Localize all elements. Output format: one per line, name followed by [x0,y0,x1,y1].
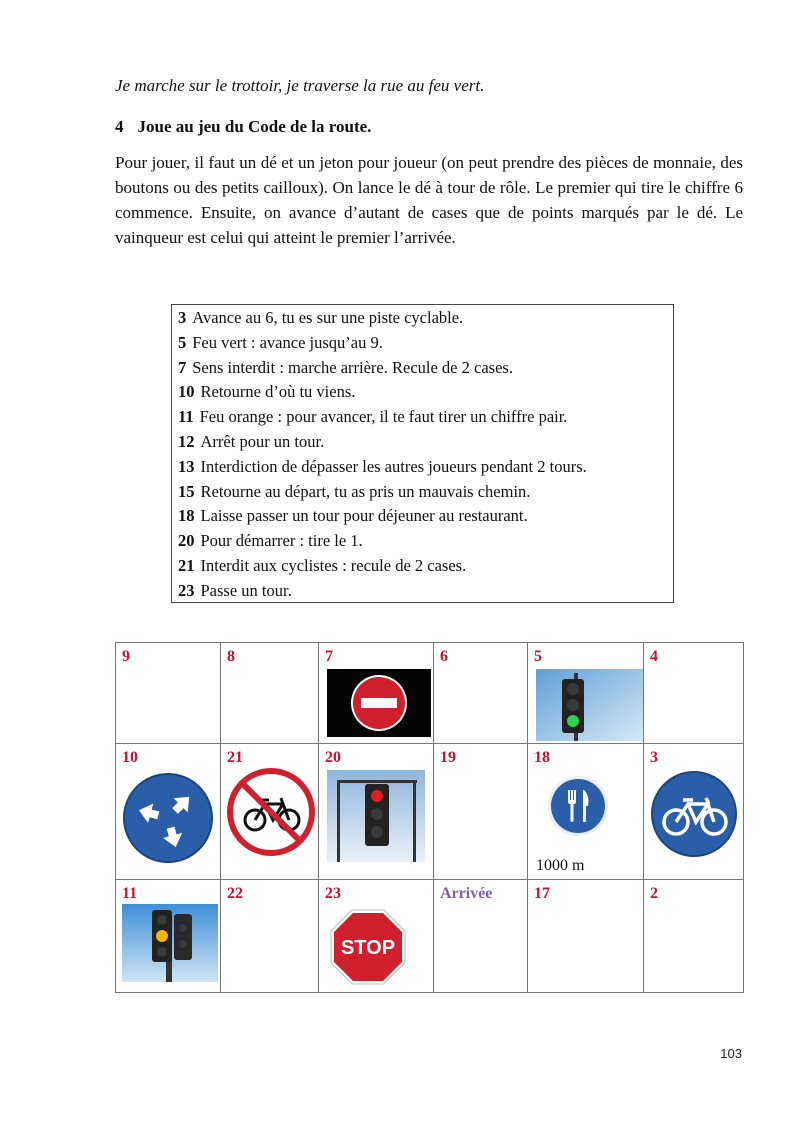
restaurant-sign-icon [546,774,610,838]
no-entry-sign-icon [327,669,431,737]
game-board [115,642,744,993]
rule-item: 3 Avance au 6, tu es sur une piste cyclable. [178,308,464,327]
board-cell: 10 [116,744,221,880]
board-cell: 7 [319,643,434,744]
board-cell [434,880,528,993]
board-cell: 18 1000 m [528,744,644,880]
board-cell: 3 [644,744,744,880]
rule-item: 23 Passe un tour. [178,580,292,600]
no-bicycles-sign-icon [227,768,315,856]
section-heading [115,117,371,137]
board-cell: 11 [116,880,221,993]
rule-item: 10 Retourne d’où tu viens. [178,382,356,402]
board-cell: 9 [116,643,221,744]
rule-item: 20 Pour démarrer : tire le 1. [178,531,363,551]
board-cell: 5 [528,643,644,744]
board-cell: 21 [221,744,319,880]
rule-item: 21 Interdit aux cyclistes : recule de 2 cases. [178,555,467,575]
amber-traffic-light-icon [122,904,218,982]
roundabout-sign-icon [122,772,214,864]
board-cell: 17 [528,880,644,993]
page-number: 103 [720,1046,742,1061]
section-title: Joue au jeu du Code de la route. [137,117,372,136]
arrival-label: Arrivée [440,885,493,902]
distance-label: 1000 m [536,857,585,874]
board-cell: 19 [434,744,528,880]
rules-box [171,304,674,603]
stop-sign-icon [329,908,407,986]
rule-item: 7 Sens interdit : marche arrière. Recule de 2 cases. [178,357,513,377]
instructions-paragraph: Pour jouer, il faut un dé et un jeton pour joueur (on peut prendre des pièces de monnaie, des boutons ou des petits cailloux). On lance le dé à tour de rôle. Le premier qui tire le chiffre 6 commence. Ensuite, on avance d’autant de cases que de points marqués par le dé. Le vainqueur est celui qui atteint le premier l’arrivée. [115,153,743,247]
board-cell: 6 [434,643,528,744]
board-cell: 8 [221,643,319,744]
board-cell: 2 [644,880,744,993]
section-number: 4 [115,117,124,136]
rule-item: 12 Arrêt pour un tour. [178,431,325,451]
rule-item: 5 Feu vert : avance jusqu’au 9. [178,332,383,352]
bicycle-path-sign-icon [650,770,738,858]
green-traffic-light-icon [536,669,644,741]
rule-item: 11 Feu orange : pour avancer, il te faut tirer un chiffre pair. [178,407,568,427]
rule-item: 15 Retourne au départ, tu as pris un mauvais chemin. [178,481,531,501]
board-cell: 23 STOP [319,880,434,993]
red-traffic-light-icon [327,770,425,862]
rule-item: 18 Laisse passer un tour pour déjeuner au restaurant. [178,506,528,526]
rule-item: 13 Interdiction de dépasser les autres joueurs pendant 2 tours. [178,456,587,476]
board-cell: 20 [319,744,434,880]
intro-sentence: Je marche sur le trottoir, je traverse la rue au feu vert. [115,76,485,95]
stop-text: STOP [340,937,396,959]
board-cell: 4 [644,643,744,744]
board-cell: 22 [221,880,319,993]
